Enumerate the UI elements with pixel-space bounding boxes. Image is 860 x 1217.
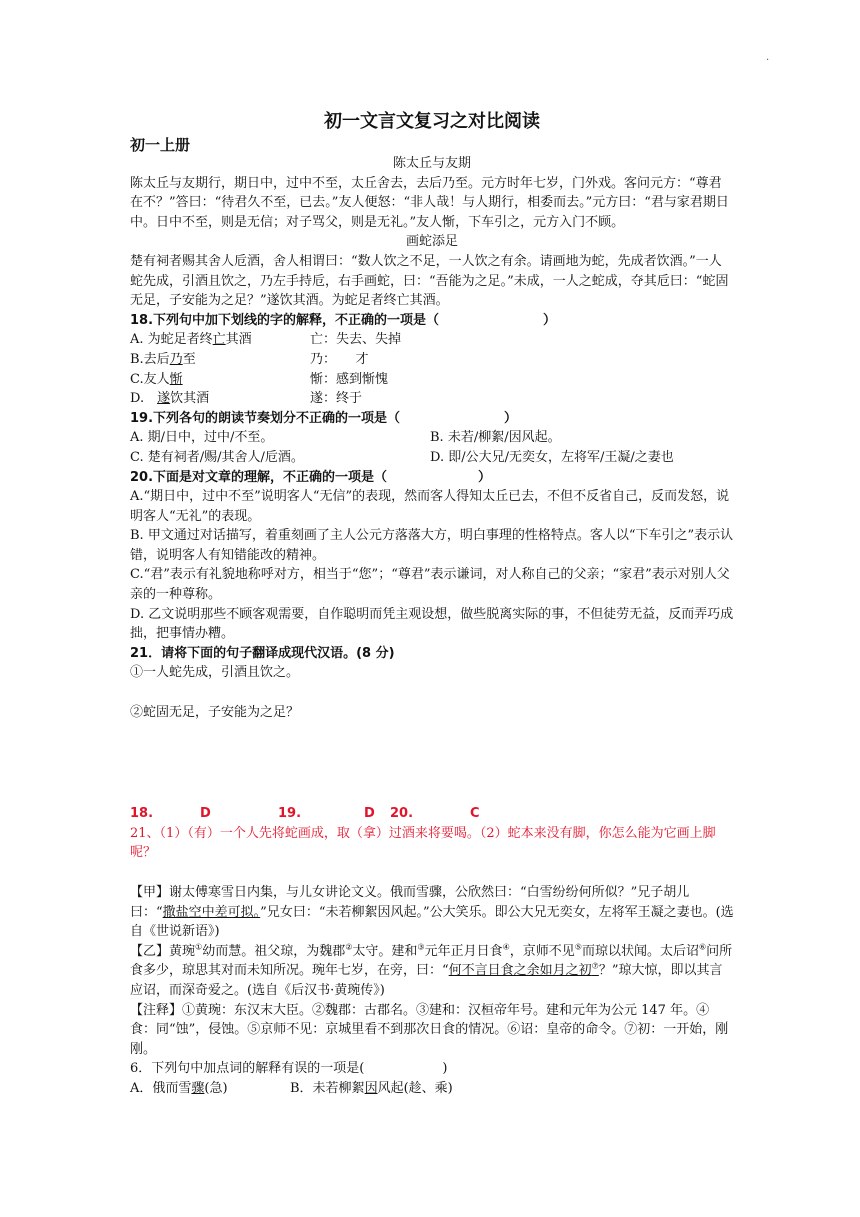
text-jia: 【甲】谢太傅寒雪日内集，与儿女讲论文义。俄而雪骤，公欣然曰：“白雪纷纷何所似？”兄子胡儿曰：“撒盐空中差可拟。”兄女曰：“未若柳絮因风起。”公大笑乐。即公大兄无奕女，左将军王凝之妻也。(选自《世说新语》) (130, 885, 734, 940)
page-dot: . (766, 52, 770, 63)
q20-option-c: C.“君”表示有礼貌地称呼对方，相当于“您”；“尊君”表示谦词，对人称自己的父亲；“家君”表示对别人父亲的一种尊称。 (130, 567, 730, 603)
text2-title: 画蛇添足 (405, 234, 458, 250)
q18-option-a: A. 为蛇足者终亡其酒 亡：失去、失掉 (130, 332, 402, 348)
q20-option-d: D. 乙文说明那些不顾客观需要，自作聪明而凭主观设想，做些脱离实际的事，不但徒劳无益，反而弄巧成拙，把事情办糟。 (130, 606, 734, 642)
q20-option-a: A.“期日中，过中不至”说明客人“无信”的表现，然而客人得知太丘已去，不但不反省自己，反而发怒，说明客人“无礼”的表现。 (130, 489, 730, 524)
text-yi: 【乙】黄琬①幼而慧。祖父琼，为魏郡②太守。建和③元年正月日食④，京师不见⑤而琼以状闻。太后诏⑥问所食多少，琼思其对而未知所况。琬年七岁，在旁，曰：“何不言日食之余如月之初⑦？”琼大惊，即以其言应诏，而深奇爱之。(选自《后汉书·黄琬传》) (130, 942, 733, 998)
q21-sentence-2: ②蛇固无足，子安能为之足？ (130, 704, 300, 720)
answer-block (130, 804, 734, 863)
text2-body: 楚有祠者赐其舍人卮酒，舍人相谓曰：“数人饮之不足，一人饮之有余。请画地为蛇，先成者饮酒。”一人蛇先成，引酒且饮之，乃左手持卮，右手画蛇，曰：“吾能为之足。”未成，一人之蛇成，夺其卮曰：“蛇固无足，子安能为之足？”遂饮其酒。为蛇足者终亡其酒。 (130, 253, 729, 309)
q6-stem: 6．下列句中加点词的解释有误的一项是( ) (130, 1061, 448, 1077)
q19-stem: 19.下列各句的朗读节奏划分不正确的一项是（ ） (130, 410, 518, 426)
q18-option-b: B.去后乃至 乃： 才 (130, 351, 369, 367)
q18-stem: 18.下列句中加下划线的字的解释，不正确的一项是（ ） (130, 312, 557, 328)
q20-stem: 20.下面是对文章的理解，不正确的一项是（ ） (130, 469, 492, 485)
reading-block-2 (130, 883, 734, 1099)
q18-option-c: C.友人惭 惭：感到惭愧 (130, 371, 389, 387)
reading-block (130, 154, 734, 722)
q19-options-ab: A. 期/日中，过中/不至。 B. 未若/柳絮/因风起。 (130, 430, 561, 446)
q6-options: A．俄而雪骤(急) B．未若柳絮因风起(趁、乘) (130, 1080, 453, 1096)
answer-q21: 21、（1）（有）一个人先将蛇画成，取（拿）过酒来将要喝。（2）蛇本来没有脚，你怎么能为它画上脚呢？ (130, 825, 716, 861)
notes: 【注释】①黄琬：东汉末大臣。②魏郡：古郡名。③建和：汉桓帝年号。建和元年为公元 147 年。④食：同“蚀”，侵蚀。⑤京师不见：京城里看不到那次日食的情况。⑥诏：皇帝的命令。⑦初：一开始，刚刚。 (130, 1002, 729, 1057)
answer-choices: 18. D 19. D 20. C (130, 806, 480, 821)
q19-options-cd: C. 楚有祠者/赐/其舍人/卮酒。 D. 即/公大兄/无奕女，左将军/王凝/之妻也 (130, 449, 674, 465)
text1-body: 陈太丘与友期行，期日中，过中不至，太丘舍去，去后乃至。元方时年七岁，门外戏。客问元方：“尊君在不？”答曰：“待君久不至，已去。”友人便怒：“非人哉！与人期行，相委而去。”元方曰：“君与家君期日中。日中不至，则是无信；对子骂父，则是无礼。”友人惭，下车引之，元方入门不顾。 (130, 175, 729, 230)
q21-sentence-1: ①一人蛇先成，引酒且饮之。 (130, 665, 300, 681)
text1-title: 陈太丘与友期 (392, 156, 471, 171)
q21-stem: 21．请将下面的句子翻译成现代汉语。(8 分) (130, 645, 395, 661)
q20-option-b: B. 甲文通过对话描写，着重刻画了主人公元方落落大方，明白事理的性格特点。客人以“下车引之”表示认错，说明客人有知错能改的精神。 (130, 528, 734, 563)
q18-option-d: D. 遂饮其酒 遂：终于 (130, 391, 363, 407)
page-title: 初一文言文复习之对比阅读 (324, 111, 540, 132)
section-heading: 初一上册 (130, 136, 191, 154)
